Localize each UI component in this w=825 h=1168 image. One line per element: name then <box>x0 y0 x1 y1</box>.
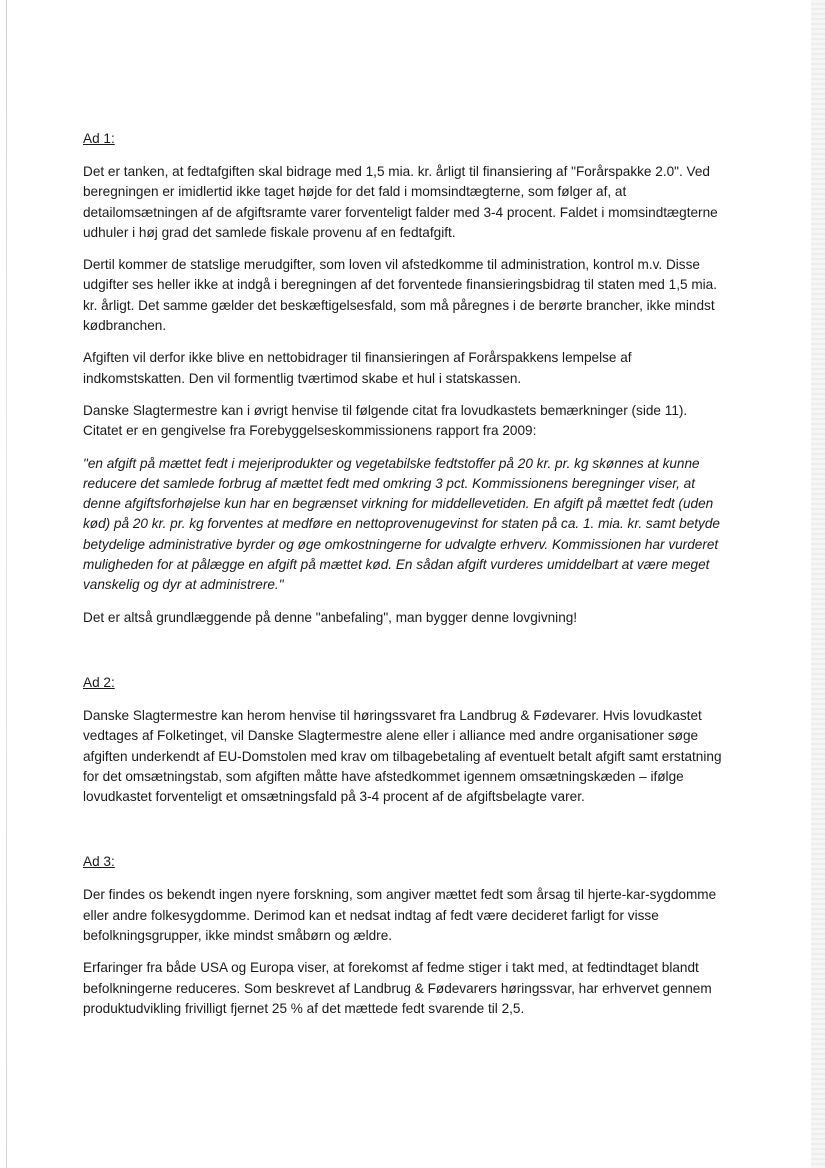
section-heading: Ad 1: <box>83 131 115 146</box>
paragraph: Dertil kommer de statslige merudgifter, som loven vil afstedkomme til administration, kontrol m.v. Disse udgifter ses heller ikke at indgå i beregningen af det forventede finansieringsbidrag til staten med 1,5 mia. kr. årligt. Det samme gælder det beskæftigelsesfald, som må påregnes i de berørte brancher, ikke mindst kødbranchen. <box>83 257 718 334</box>
paragraph: Afgiften vil derfor ikke blive en nettobidrager til finansieringen af Forårspakkens lempelse af indkomstskatten. Den vil formentlig tværtimod skabe et hul i statskassen. <box>83 350 632 386</box>
scan-edge-left <box>6 0 7 1168</box>
section-ad-2 <box>83 674 723 807</box>
section-heading: Ad 3: <box>83 854 115 870</box>
paragraph: Danske Slagtermestre kan herom henvise til høringssvaret fra Landbrug & Fødevarer. Hvis lovudkastet vedtages af Folketinget, vil Danske Slagtermestre alene eller i alliance med andre organisationer søge afgiften underkendt af EU-Domstolen med krav om tilbagebetaling af eventuelt betalt afgift samt erstatning for det omsætningstab, som afgiften måtte have afstedkommet igennem omsætningskæden – ifølge lovudkastet forventeligt et omsætningsfald på 3-4 procent af de afgiftsbelagte varer. <box>83 707 722 805</box>
section-ad-3 <box>83 853 723 1019</box>
paragraph: Erfaringer fra både USA og Europa viser, at forekomst af fedme stiger i takt med, at fedtindtaget blandt befolkningerne reduceres. Som beskrevet af Landbrug & Fødevarers høringssvar, har erhvervet gennem produktudvikling frivilligt fjernet 25 % af det mættede fedt svarende til 2,5. <box>83 960 712 1016</box>
closing-paragraph: Det er altså grundlæggende på denne "anbefaling", man bygger denne lovgivning! <box>83 609 578 625</box>
paragraph: Der findes os bekendt ingen nyere forskning, som angiver mættet fedt som årsag til hjerte-kar-sygdomme eller andre folkesygdomme. Derimod kan et nedsat indtag af fedt være decideret farligt for visse befolkningsgrupper, ikke mindst småbørn og ældre. <box>83 887 717 944</box>
paragraph: Danske Slagtermestre kan i øvrigt henvise til følgende citat fra lovudkastets bemærkninger (side 11). Citatet er en gengivelse fra Forebyggelseskommissionens rapport fra 2009: <box>83 402 688 439</box>
quote-paragraph: "en afgift på mættet fedt i mejeriprodukter og vegetabilske fedtstoffer på 20 kr. pr. kg skønnes at kunne reducere det samlede forbrug af mættet fedt med omkring 3 pct. Kommissionens beregninger viser, at denne afgiftsforhøjelse kun har en begrænset virkning for middellevetiden. En afgift på mættet fedt (uden kød) på 20 kr. pr. kg forventes at medføre en nettoprovenugevinst for staten på ca. 1. mia. kr. samt betyde betydelige administrative byrder og øge omkostningerne for udvalgte erhverv. Kommissionen har vurderet muligheden for at pålægge en afgift på mættet kød. En sådan afgift vurderes umiddelbart at være meget vanskelig og dyr at administrere." <box>83 455 720 593</box>
paragraph: Det er tanken, at fedtafgiften skal bidrage med 1,5 mia. kr. årligt til finansiering af "Forårspakke 2.0". Ved beregningen er imidlertid ikke taget højde for det fald i momsindtægterne, som følger af, at detailomsætningen af de afgiftsramte varer forventeligt falder med 3-4 procent. Faldet i momsindtægterne udhuler i høj grad det samlede fiskale provenu af en fedtafgift. <box>83 164 718 240</box>
scan-edge-right <box>811 0 825 1168</box>
section-heading: Ad 2: <box>83 674 115 690</box>
section-ad-1 <box>83 130 723 628</box>
document-body <box>83 130 723 1031</box>
